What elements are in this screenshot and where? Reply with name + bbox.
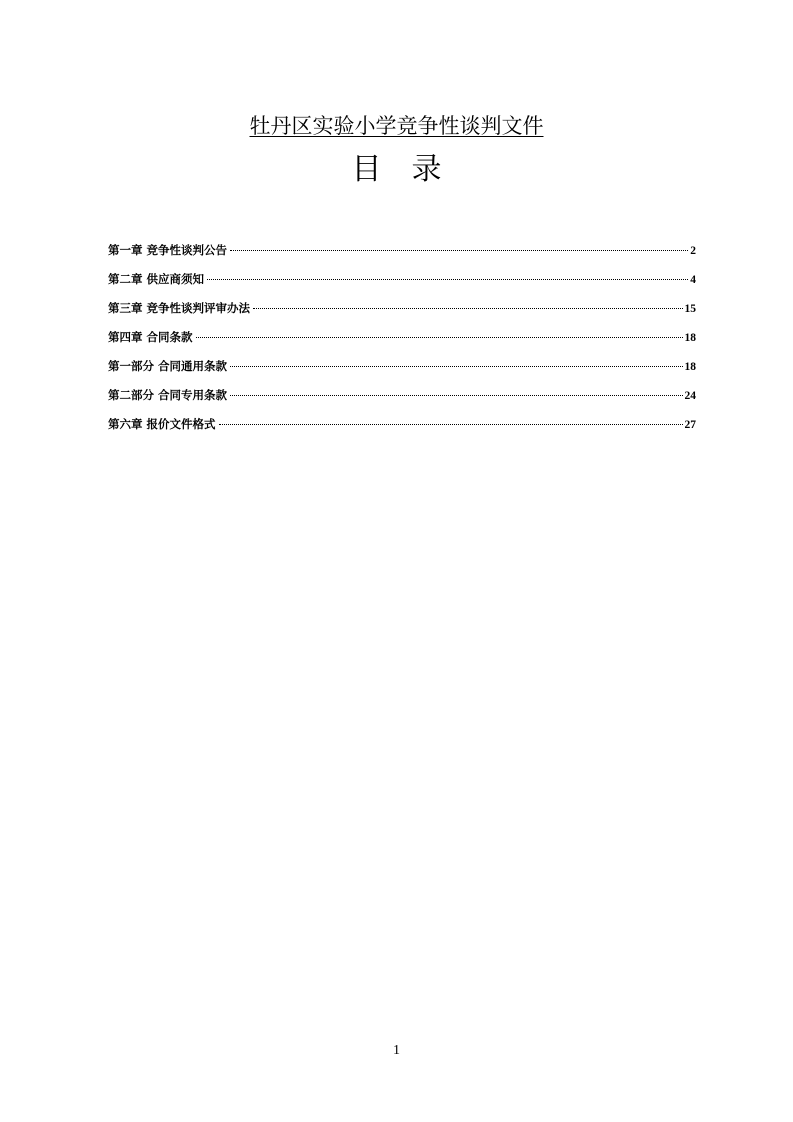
toc-entry[interactable] — [108, 236, 696, 265]
toc-entry-label: 第三章 竞争性谈判评审办法 — [108, 301, 251, 315]
toc-heading-part2: 录 — [411, 152, 442, 187]
toc-entry[interactable] — [108, 265, 696, 294]
toc-entry[interactable] — [108, 410, 696, 439]
toc-entry-page: 24 — [684, 390, 696, 402]
toc-entry-page: 15 — [684, 303, 696, 315]
toc-entry[interactable] — [108, 352, 696, 381]
toc-entry-label: 第二部分 合同专用条款 — [108, 388, 228, 402]
toc-entry-page: 18 — [684, 361, 696, 373]
toc-leader-dots — [253, 308, 682, 309]
toc-leader-dots — [230, 366, 682, 367]
document-title — [0, 112, 793, 140]
toc-leader-dots — [230, 395, 682, 396]
toc-entry-label: 第四章 合同条款 — [108, 330, 193, 344]
toc-heading — [0, 152, 793, 188]
toc-entry[interactable] — [108, 294, 696, 323]
toc-leader-dots — [230, 250, 688, 251]
toc-heading-part1: 目 — [351, 152, 382, 187]
toc-leader-dots — [219, 424, 683, 425]
toc-entry-page: 2 — [690, 245, 696, 257]
toc-entry-page: 18 — [684, 332, 696, 344]
toc-entry-label: 第一章 竞争性谈判公告 — [108, 243, 228, 257]
toc-entry-page: 4 — [690, 274, 696, 286]
page-number: 1 — [393, 1043, 400, 1058]
toc-entry-label: 第二章 供应商须知 — [108, 272, 205, 286]
document-title-text: 牡丹区实验小学竞争性谈判文件 — [249, 114, 544, 138]
toc-leader-dots — [207, 279, 688, 280]
toc-entry-label: 第六章 报价文件格式 — [108, 417, 216, 431]
toc-entry[interactable] — [108, 381, 696, 410]
table-of-contents — [108, 236, 696, 439]
toc-entry-page: 27 — [684, 419, 696, 431]
toc-entry[interactable] — [108, 323, 696, 352]
toc-entry-label: 第一部分 合同通用条款 — [108, 359, 228, 373]
toc-leader-dots — [196, 337, 683, 338]
